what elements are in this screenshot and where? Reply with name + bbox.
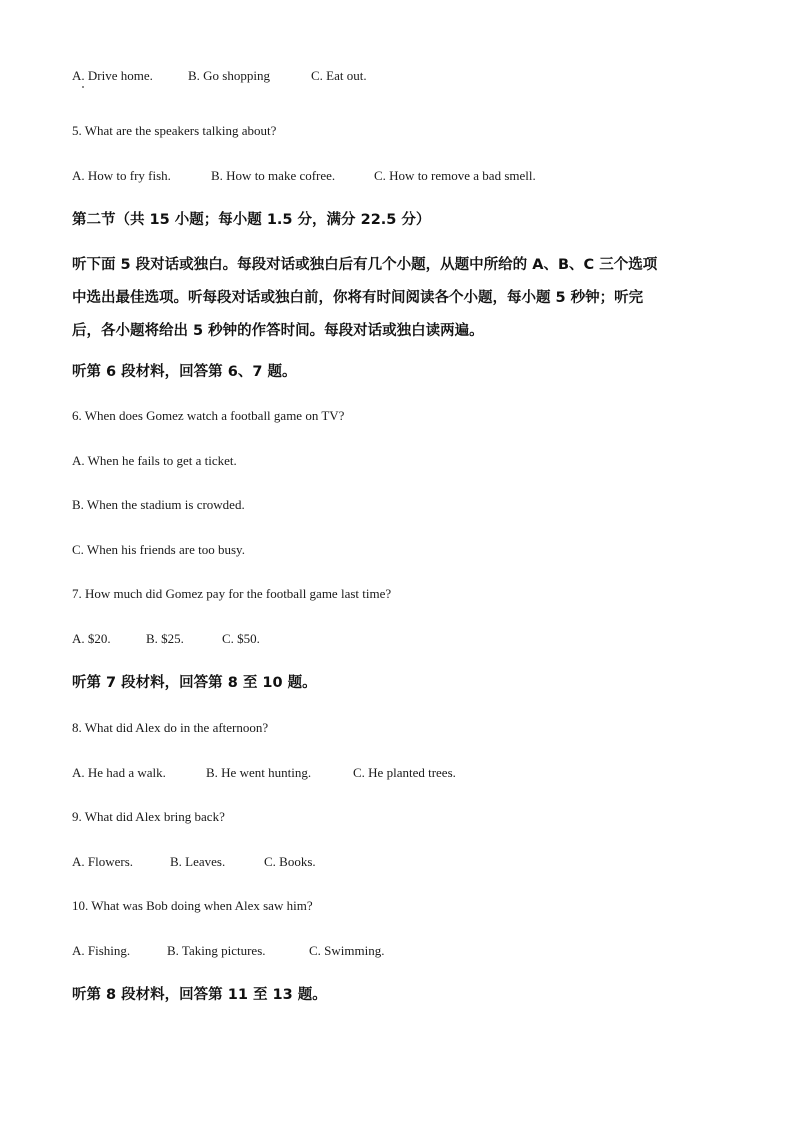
q4-options: [72, 68, 367, 84]
q8-question: 8. What did Alex do in the afternoon?: [72, 720, 269, 735]
q9-option-b: B. Leaves.: [170, 854, 226, 869]
stray-mark: [82, 86, 84, 88]
q9-options: [72, 854, 316, 870]
q8-option-c: C. He planted trees.: [353, 765, 456, 780]
q6-option-b: B. When the stadium is crowded.: [72, 497, 245, 512]
q4-option-c: C. Eat out.: [311, 68, 367, 83]
q10-options: [72, 943, 385, 959]
q7-option-a: A. $20.: [72, 631, 111, 646]
q9-question: 9. What did Alex bring back?: [72, 809, 225, 824]
q6-question: 6. When does Gomez watch a football game on TV?: [72, 408, 345, 423]
q10-option-a: A. Fishing.: [72, 943, 131, 958]
q7-option-b: B. $25.: [146, 631, 184, 646]
instructions-line-2: 中选出最佳选项。听每段对话或独白前，你将有时间阅读各个小题，每小题 5 秒钟；听完: [72, 290, 644, 306]
instructions-line-1: 听下面 5 段对话或独白。每段对话或独白后有几个小题，从题中所给的 A、B、C 三个选项: [72, 257, 658, 273]
q8-option-a: A. He had a walk.: [72, 765, 166, 780]
q10-option-b: B. Taking pictures.: [167, 943, 266, 958]
q8-option-b: B. He went hunting.: [206, 765, 312, 780]
part8-heading: 听第 8 段材料，回答第 11 至 13 题。: [72, 987, 327, 1003]
q5-options: [72, 168, 536, 184]
q4-option-a: A. Drive home.: [72, 68, 153, 83]
q5-option-c: C. How to remove a bad smell.: [374, 168, 536, 183]
q5-question: 5. What are the speakers talking about?: [72, 123, 277, 138]
part6-heading: 听第 6 段材料，回答第 6、7 题。: [72, 364, 297, 380]
q6-option-a: A. When he fails to get a ticket.: [72, 453, 237, 468]
instructions-line-3: 后，各小题将给出 5 秒钟的作答时间。每段对话或独白读两遍。: [72, 323, 484, 339]
q7-options: [72, 631, 260, 647]
q5-option-b: B. How to make cofree.: [211, 168, 336, 183]
q7-option-c: C. $50.: [222, 631, 260, 646]
q9-option-a: A. Flowers.: [72, 854, 134, 869]
q6-option-c: C. When his friends are too busy.: [72, 542, 245, 557]
q5-option-a: A. How to fry fish.: [72, 168, 171, 183]
part7-heading: 听第 7 段材料，回答第 8 至 10 题。: [72, 675, 317, 691]
q10-option-c: C. Swimming.: [309, 943, 385, 958]
q9-option-c: C. Books.: [264, 854, 316, 869]
q7-question: 7. How much did Gomez pay for the football game last time?: [72, 586, 392, 601]
q4-option-b: B. Go shopping: [188, 68, 270, 83]
q8-options: [72, 765, 456, 781]
section-instructions: [72, 249, 722, 348]
section-title: 第二节（共 15 小题；每小题 1.5 分，满分 22.5 分）: [72, 212, 431, 228]
q10-question: 10. What was Bob doing when Alex saw him?: [72, 898, 313, 913]
